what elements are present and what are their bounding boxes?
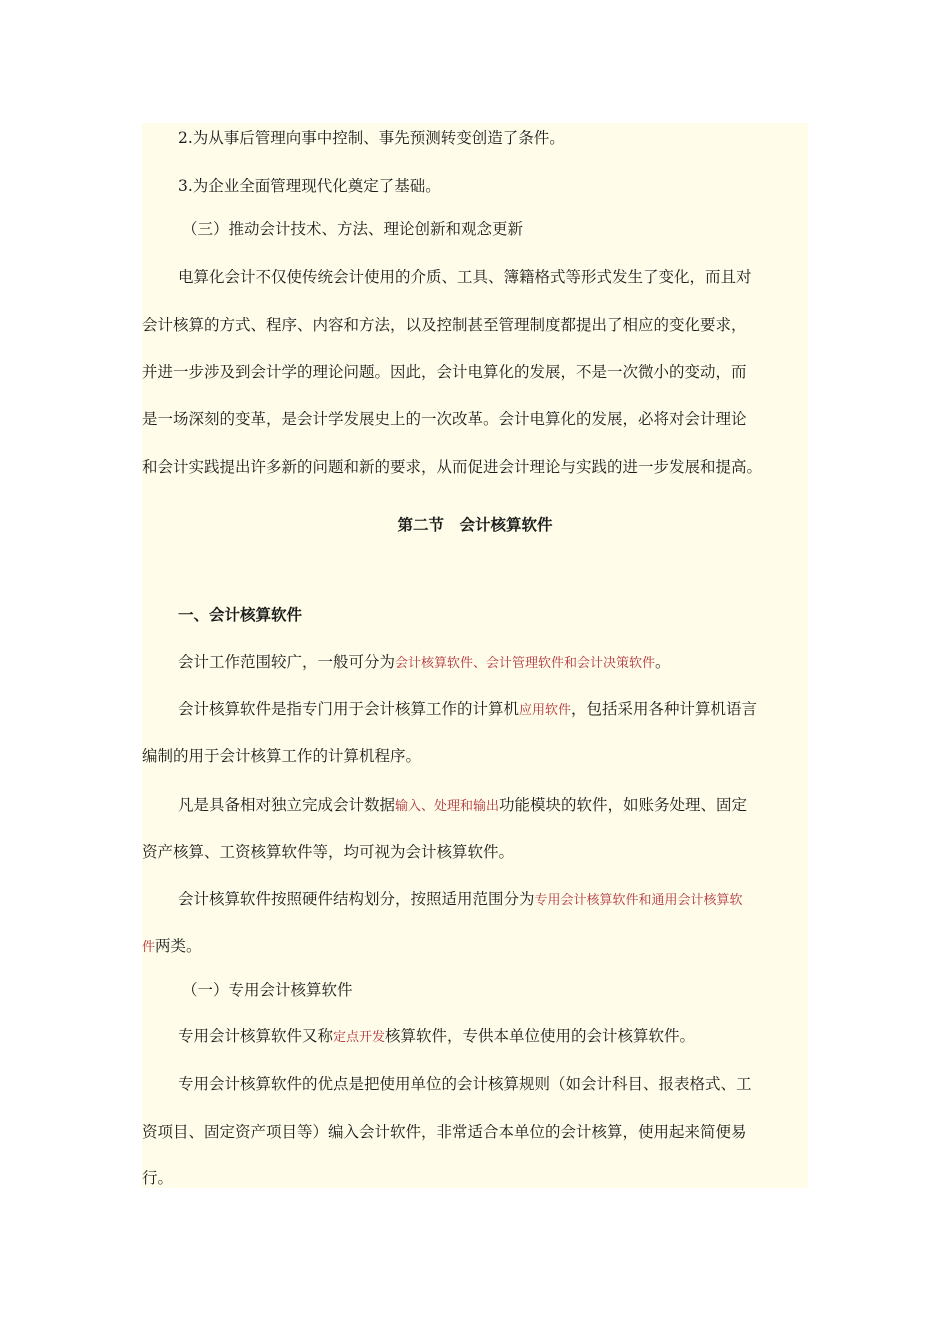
text-line [142, 1024, 808, 1050]
text-run: 功能模块的软件，如账务处理、固定 [499, 796, 748, 814]
text-line [142, 793, 808, 819]
subheading: （一）专用会计核算软件 [182, 981, 353, 999]
text-line: 电算化会计不仅使传统会计使用的介质、工具、簿籍格式等形式发生了变化，而且对 [178, 268, 752, 286]
text-run: ，包括采用各种计算机语言 [571, 700, 758, 718]
text-line: 并进一步涉及到会计学的理论问题。因此，会计电算化的发展，不是一次微小的变动，而 [142, 363, 747, 381]
text-line: 行。 [142, 1169, 174, 1187]
text-line [142, 697, 808, 723]
text-run: 会计工作范围较广，一般可分为 [178, 653, 396, 671]
text-run: 核算软件，专供本单位使用的会计核算软件。 [385, 1027, 696, 1045]
text-line: 专用会计核算软件的优点是把使用单位的会计核算规则（如会计科目、报表格式、工 [178, 1075, 752, 1093]
text-line: 2.为从事后管理向事中控制、事先预测转变创造了条件。 [178, 129, 565, 147]
highlight-text: 专用会计核算软件和通用会计核算软 [534, 893, 743, 908]
highlight-text: 定点开发 [333, 1030, 386, 1045]
text-run: 凡是具备相对独立完成会计数据 [178, 796, 396, 814]
text-line: 是一场深刻的变革，是会计学发展史上的一次改革。会计电算化的发展，必将对会计理论 [142, 410, 747, 428]
text-line: 和会计实践提出许多新的问题和新的要求，从而促进会计理论与实践的进一步发展和提高。 [142, 458, 763, 476]
text-line: 资产核算、工资核算软件等，均可视为会计核算软件。 [142, 843, 515, 861]
text-line: 编制的用于会计核算工作的计算机程序。 [142, 747, 422, 765]
subheading: （三）推动会计技术、方法、理论创新和观念更新 [182, 220, 524, 238]
highlight-text: 应用软件 [519, 703, 572, 718]
text-run: 专用会计核算软件又称 [178, 1027, 334, 1045]
document-page [142, 123, 808, 1188]
highlight-text: 件 [142, 940, 156, 955]
text-line: 会计核算的方式、程序、内容和方法，以及控制甚至管理制度都提出了相应的变化要求， [142, 316, 747, 334]
heading-1: 一、会计核算软件 [178, 606, 303, 624]
text-line [142, 650, 808, 676]
text-line: 资项目、固定资产项目等）编入会计软件，非常适合本单位的会计核算，使用起来简便易 [142, 1123, 747, 1141]
text-run: 会计核算软件按照硬件结构划分，按照适用范围分为 [178, 890, 535, 908]
text-run: 两类。 [155, 937, 202, 955]
highlight-text: 输入、处理和输出 [395, 799, 500, 814]
text-line [142, 887, 808, 913]
text-run: 。 [655, 653, 671, 671]
section-title: 第二节 会计核算软件 [397, 516, 553, 534]
text-run: 会计核算软件是指专门用于会计核算工作的计算机 [178, 700, 520, 718]
text-line: 3.为企业全面管理现代化奠定了基础。 [178, 177, 441, 195]
text-line [142, 934, 808, 960]
highlight-text: 会计核算软件、会计管理软件和会计决策软件 [395, 656, 656, 671]
